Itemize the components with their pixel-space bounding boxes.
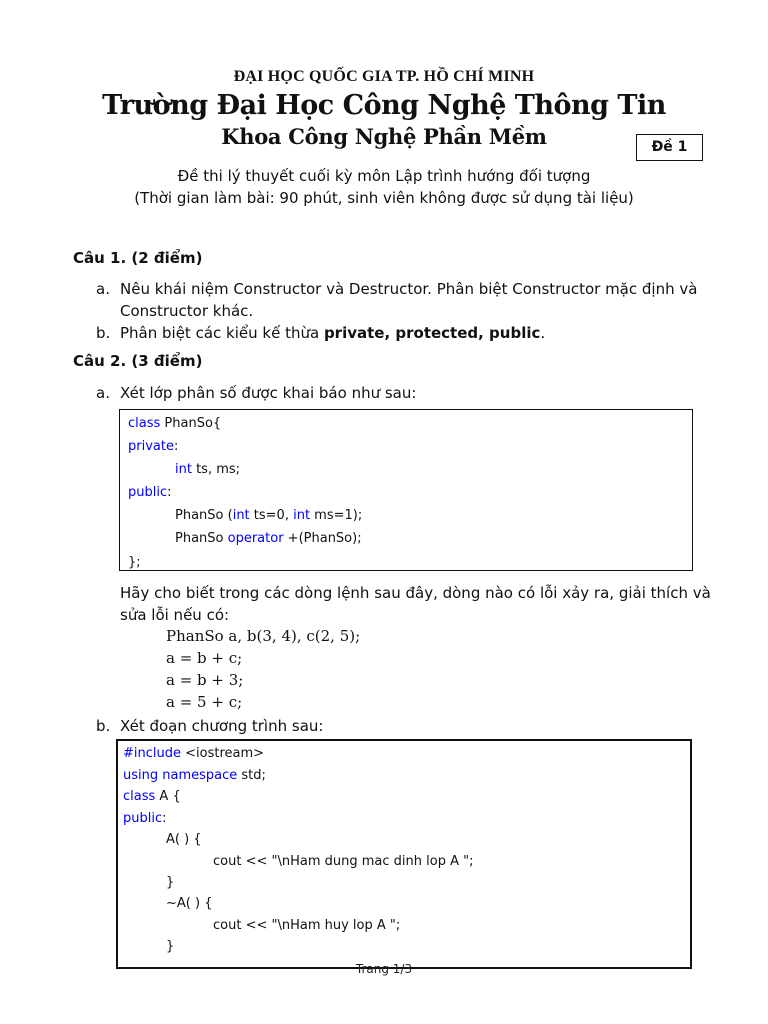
question-2-heading: Câu 2. (3 điểm) [73,352,203,370]
code1-line-4: public: [128,485,172,500]
q2-ask-line1: Hãy cho biết trong các dòng lệnh sau đây, dòng nào có lỗi xảy ra, giải thích và [120,584,711,602]
question-1-heading: Câu 1. (2 điểm) [73,249,203,267]
page-number: Trang 1/3 [355,962,413,976]
code2-line-7: } [166,875,175,890]
code2-line-4: public: [123,811,167,826]
q1-b-bold: private, protected, public [323,324,541,342]
q1-a-line2: Constructor khác. [120,302,254,320]
statement-line: a = 5 + c; [166,693,243,711]
q1-a-marker: a. [96,280,110,298]
q2-a-marker: a. [96,384,110,402]
code1-line-2: private: [128,439,179,454]
university-name: ĐẠI HỌC QUỐC GIA TP. HỒ CHÍ MINH [233,68,535,85]
code2-line-9: cout << "\nHam huy lop A "; [213,918,401,933]
code2-line-5: A( ) { [166,832,202,847]
code2-line-8: ~A( ) { [166,896,213,911]
code2-line-2: using namespace std; [123,768,266,783]
code2-line-10: } [166,939,175,954]
exam-note: (Thời gian làm bài: 90 phút, sinh viên không được sử dụng tài liệu) [134,189,634,207]
q1-b-text [120,322,693,344]
statement-line: a = b + c; [166,649,243,667]
code1-line-3: int ts, ms; [175,462,241,477]
exam-code-box: Đề 1 [636,134,703,161]
q1-b-prefix: Phân biệt các kiểu kế thừa [120,324,324,342]
q2-b-text: Xét đoạn chương trình sau: [120,717,324,735]
statement-line: a = b + 3; [166,671,244,689]
code1-line-7: }; [128,555,141,570]
code1-line-6: PhanSo operator +(PhanSo); [175,531,362,546]
q1-b-suffix: . [540,324,546,342]
code1-line-1: class PhanSo{ [128,416,222,431]
q2-a-text: Xét lớp phân số được khai báo như sau: [120,384,417,402]
q2-ask-line2: sửa lỗi nếu có: [120,606,230,624]
code-block-phanso [119,409,693,571]
school-name: Trường Đại Học Công Nghệ Thông Tin [102,90,666,121]
statement-line: PhanSo a, b(3, 4), c(2, 5); [166,627,361,645]
code2-line-1: #include <iostream> [123,746,265,761]
code-block-class-a [116,739,692,969]
code1-line-5: PhanSo (int ts=0, int ms=1); [175,508,363,523]
code2-line-6: cout << "\nHam dung mac dinh lop A "; [213,854,474,869]
faculty-name: Khoa Công Nghệ Phần Mềm [221,124,547,149]
code2-line-3: class A { [123,789,181,804]
q1-b-marker: b. [96,324,111,342]
q2-b-marker: b. [96,717,111,735]
exam-title: Đề thi lý thuyết cuối kỳ môn Lập trình hướng đối tượng [177,167,591,185]
q1-a-line1: Nêu khái niệm Constructor và Destructor. Phân biệt Constructor mặc định và [120,280,698,298]
